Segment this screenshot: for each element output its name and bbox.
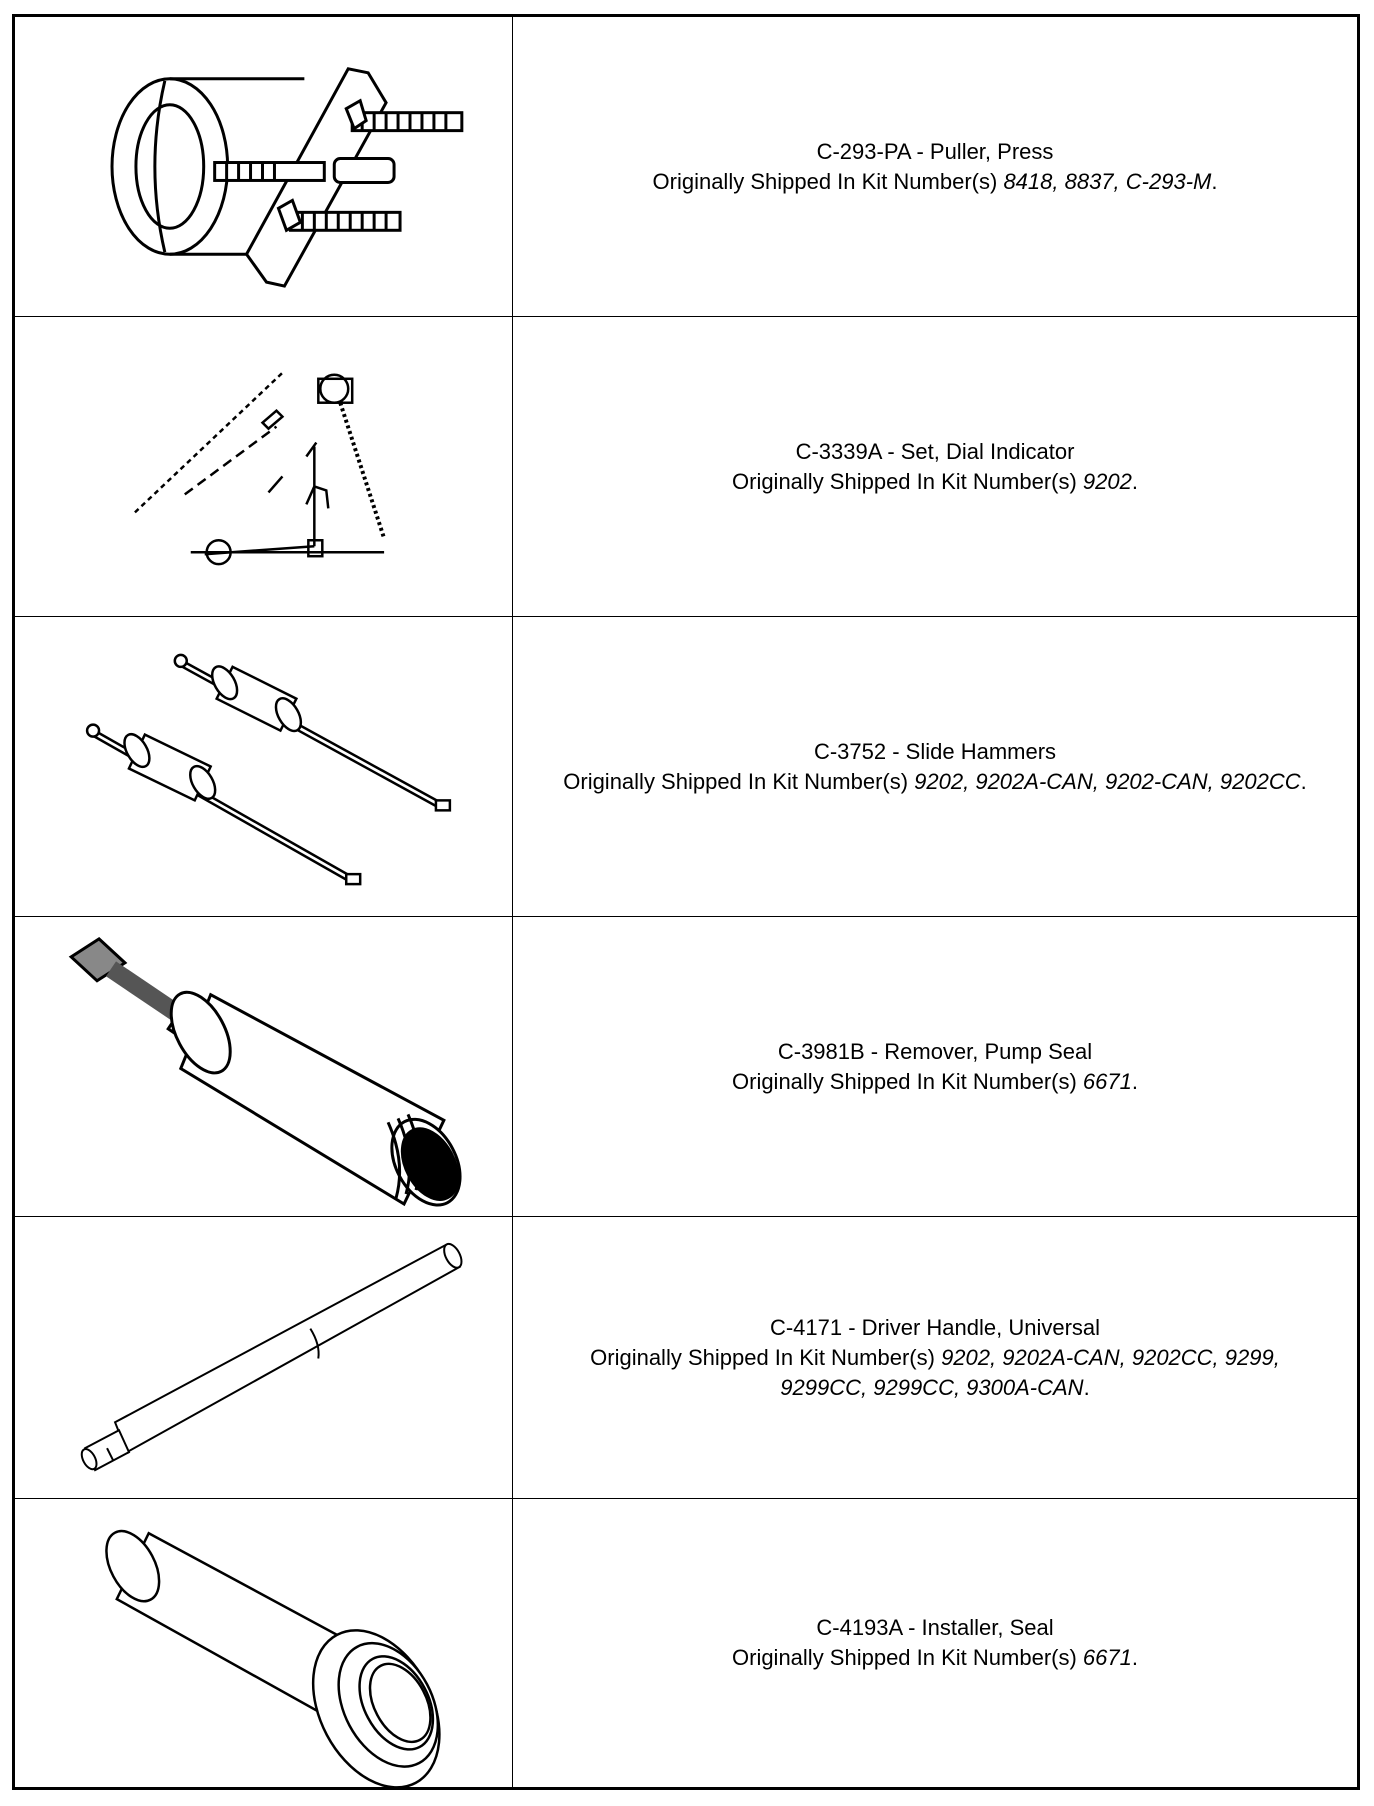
slide-hammers-icon — [15, 617, 512, 916]
kit-prefix: Originally Shipped In Kit Number(s) — [563, 768, 915, 794]
tool-image-cell — [15, 1217, 513, 1498]
tool-image-cell — [15, 1499, 513, 1787]
kit-suffix: . — [1211, 168, 1218, 194]
tool-row — [15, 317, 1357, 617]
tool-image-cell — [15, 617, 513, 916]
kit-prefix: Originally Shipped In Kit Number(s) — [732, 468, 1083, 494]
kit-suffix: . — [1131, 1068, 1138, 1094]
tool-row — [15, 17, 1357, 317]
kit-numbers-line — [732, 467, 1138, 497]
dial-indicator-set-icon — [15, 317, 512, 616]
kit-numbers-line — [555, 1343, 1315, 1403]
kit-numbers: 9202, 9202A-CAN, 9202CC, 9299, 9299CC, 9299CC, 9300A-CAN — [780, 1344, 1280, 1400]
kit-prefix: Originally Shipped In Kit Number(s) — [590, 1344, 942, 1370]
kit-numbers-line — [732, 1067, 1138, 1097]
kit-suffix: . — [1131, 1645, 1138, 1670]
tool-row — [15, 1217, 1357, 1499]
tool-description-cell — [513, 317, 1357, 616]
kit-suffix: . — [1083, 1374, 1090, 1400]
pump-seal-remover-icon — [15, 917, 512, 1216]
tool-description-cell — [513, 617, 1357, 916]
tool-description-cell — [513, 17, 1357, 316]
kit-numbers: 9202, 9202A-CAN, 9202-CAN, 9202CC — [914, 768, 1301, 794]
tool-image-cell — [15, 317, 513, 616]
tool-title: C-3981B - Remover, Pump Seal — [777, 1038, 1093, 1064]
kit-numbers: 8418, 8837, C-293-M — [1003, 168, 1212, 194]
tool-row — [15, 917, 1357, 1217]
kit-prefix: Originally Shipped In Kit Number(s) — [732, 1068, 1083, 1094]
kit-prefix: Originally Shipped In Kit Number(s) — [732, 1645, 1083, 1670]
kit-numbers: 6671 — [1082, 1645, 1132, 1670]
kit-numbers-line — [653, 167, 1218, 197]
kit-numbers-line — [563, 767, 1307, 797]
tool-image-cell — [15, 917, 513, 1216]
kit-numbers: 6671 — [1082, 1068, 1132, 1094]
tool-title: C-4193A - Installer, Seal — [816, 1615, 1054, 1640]
tool-table — [12, 14, 1360, 1790]
tool-description-cell — [513, 1217, 1357, 1498]
tool-image-cell — [15, 17, 513, 316]
kit-numbers: 9202 — [1082, 468, 1132, 494]
tool-title: C-3339A - Set, Dial Indicator — [795, 438, 1075, 464]
tool-title: C-3752 - Slide Hammers — [813, 738, 1057, 764]
tool-row — [15, 617, 1357, 917]
press-puller-icon — [15, 17, 512, 316]
tool-title: C-293-PA - Puller, Press — [816, 138, 1054, 164]
tool-description-cell — [513, 1499, 1357, 1787]
kit-suffix: . — [1131, 468, 1138, 494]
kit-prefix: Originally Shipped In Kit Number(s) — [652, 168, 1004, 194]
seal-installer-icon — [15, 1499, 512, 1787]
tool-description-cell — [513, 917, 1357, 1216]
tool-title: C-4171 - Driver Handle, Universal — [769, 1314, 1101, 1340]
kit-suffix: . — [1300, 768, 1307, 794]
driver-handle-icon — [15, 1217, 512, 1498]
kit-numbers-line — [732, 1643, 1138, 1673]
tool-row — [15, 1499, 1357, 1787]
